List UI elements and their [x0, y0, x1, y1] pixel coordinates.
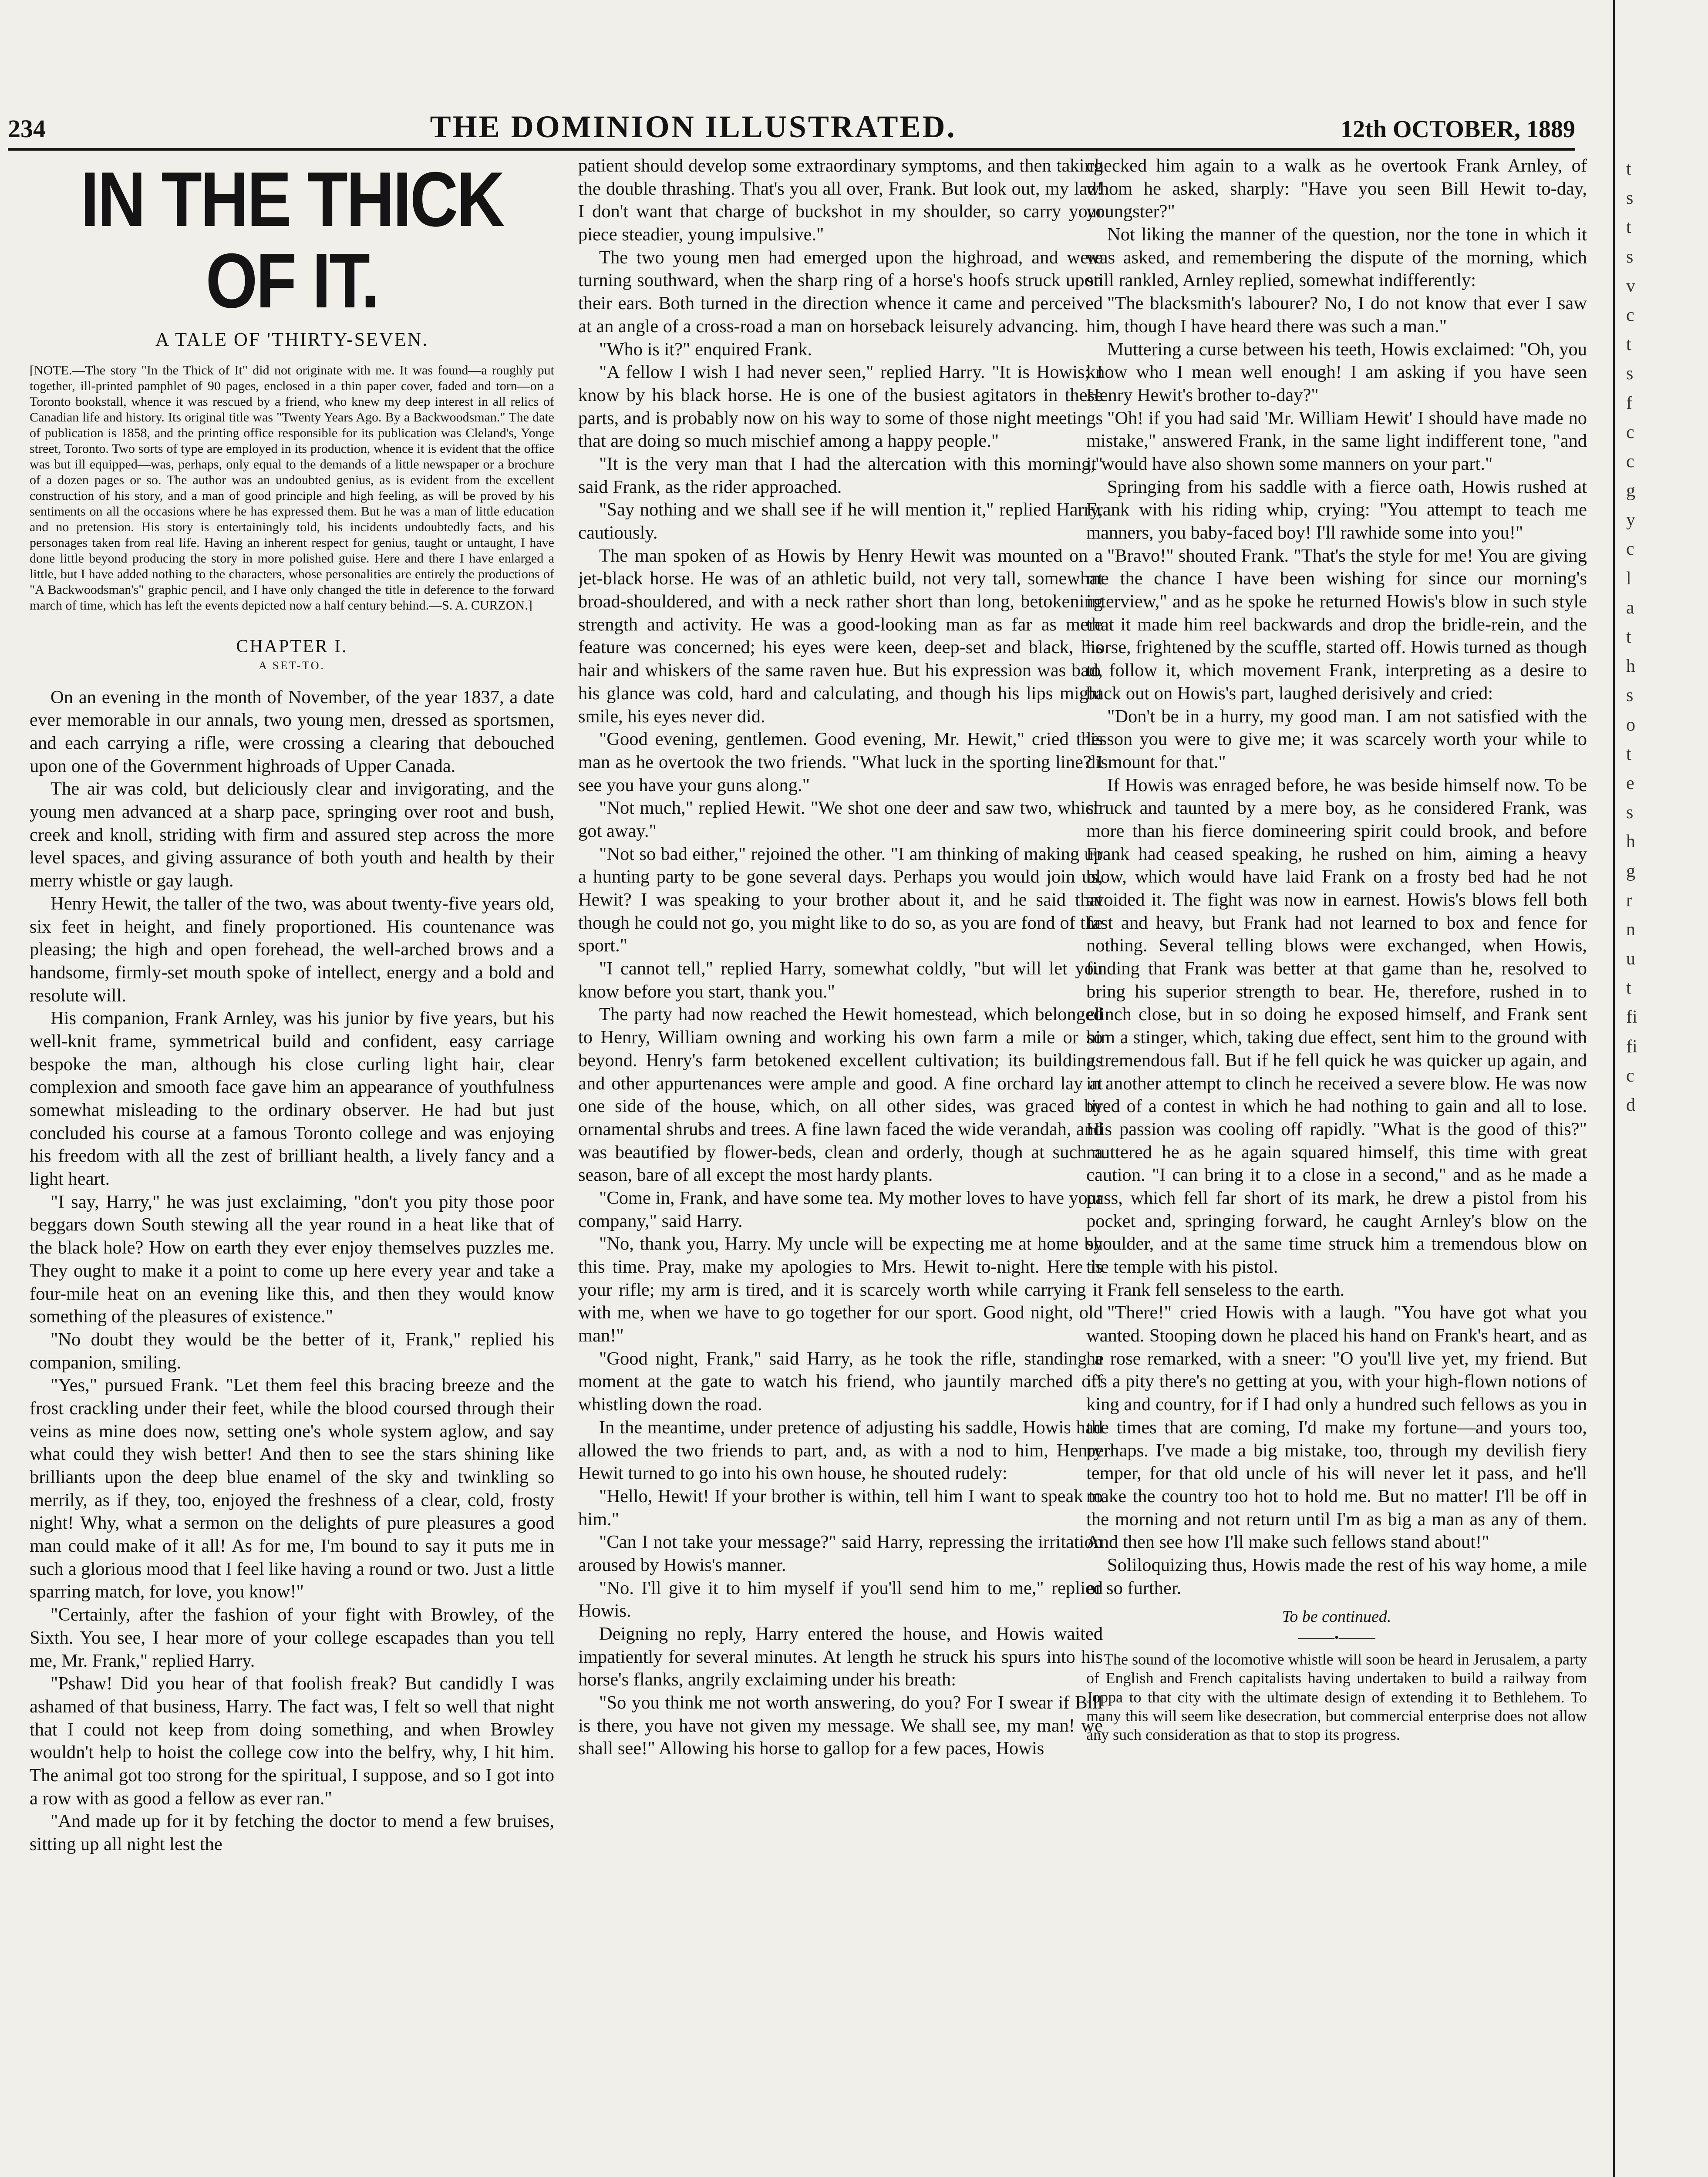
paragraph: "The blacksmith's labourer? No, I do not know that ever I saw him, though I have heard there was such a man."	[1086, 293, 1587, 337]
paragraph: "There!" cried Howis with a laugh. "You have got what you wanted. Stooping down he placed his hand on Frank's heart, and as he rose remarked, with a sneer: "O you'll live yet, my friend. But it's a pity there's no getting at you, with your high-flown notions of king and country, for if I had only a hundred such fellows as you in the times that are coming, I'd make my fortune—and yours too, perhaps. I've made a big mistake, too, through my devilish fiery temper, for that old uncle of his will never let it pass, and he'll make the country too hot to hold me. But no matter! I'll be off in the morning and not return until I'm as big a man as any of them. And then see how I'll make such fellows stand about!"	[1086, 1302, 1587, 1553]
edge-fragment: f	[1626, 393, 1632, 413]
paragraph: Henry Hewit, the taller of the two, was about twenty-five years old, six feet in height, and finely proportioned. His countenance was pleasing; the high and open forehead, the well-arched brows and a handsome, firmly-set mouth spoke of intellect, energy and a bold and resolute will.	[30, 893, 554, 1006]
paragraph: "It is the very man that I had the altercation with this morning," said Frank, as the rider approached.	[578, 453, 1103, 497]
news-item	[1086, 1650, 1587, 1744]
to-be-continued: To be continued.	[1282, 1607, 1391, 1626]
paragraph: His companion, Frank Arnley, was his junior by five years, but his well-knit frame, symmetrical build and confident, easy carriage bespoke the man, although his close curling light hair, clear complexion and smooth face gave him an appearance of youthfulness somewhat misleading to the ordinary observer. He had but just concluded his course at a famous Toronto college and was enjoying his freedom with all the zest of brilliant health, a lively fancy and a light heart.	[30, 1008, 554, 1190]
edge-fragment: r	[1626, 890, 1632, 910]
edge-fragment: v	[1626, 276, 1635, 296]
paragraph: On an evening in the month of November, of the year 1837, a date ever memorable in our annals, two young men, dressed as sportsmen, and each carrying a rifle, were crossing a clearing that debouched upon one of the Government highroads of Upper Canada.	[30, 687, 554, 776]
edge-fragment: t	[1626, 627, 1631, 647]
paragraph: "So you think me not worth answering, do you? For I swear if Bill is there, you have not given my message. We shall see, my man! we shall see!" Allowing his horse to gallop for a few paces, Howis	[578, 1692, 1103, 1759]
edge-fragment: t	[1626, 159, 1631, 179]
paragraph: Frank fell senseless to the earth.	[1107, 1279, 1345, 1300]
edge-fragment: fi	[1626, 1007, 1637, 1028]
edge-fragment: a	[1626, 597, 1634, 618]
edge-fragment: s	[1626, 246, 1634, 267]
paragraph: Not liking the manner of the question, nor the tone in which it was asked, and remembering the dispute of the morning, which still rankled, Arnley replied, somewhat indifferently:	[1086, 224, 1587, 291]
edge-fragment: c	[1626, 539, 1634, 559]
note-text: [NOTE.—The story "In the Thick of It" did not originate with me. It was found—a roughly put together, ill-printed pamphlet of 90 pages, enclosed in a thin paper cover, faded and torn—on a Toronto bookstall, whence it was rescued by a friend, who knew my deep interest in all relics of Canadian life and history. Its original title was "Twenty Years Ago. By a Backwoodsman." The date of publication is 1858, and the printing office responsible for its publication was Cleland's, Yonge street, Toronto. Two sorts of type are employed in its production, whence it is evident that the office was but ill equipped—was, perhaps, only equal to the demands of a little newspaper or a brochure of a dozen pages or so. The author was an undoubted genius, as is evident from the excellent construction of his story, and a man of good principle and high feeling, as will be proved by his sentiments on all the occasions where he has expressed them. But he was a man of little education and no pretension. His story is entertainingly told, his incidents undoubtedly facts, and his personages taken from real life. Having an inherent respect for genius, taught or untaught, I have done little beyond producing the story in more polished guise. Here and there I have enlarged a little, but I have added nothing to the characters, whose personalities are entirely the productions of "A Backwoodsman's" graphic pencil, and I have only changed the title in deference to the forward march of time, which has left the events depicted now a half century behind.—S. A. CURZON.]	[30, 363, 554, 613]
paragraph: "Pshaw! Did you hear of that foolish freak? But candidly I was ashamed of that business, Harry. The fact was, I felt so well that night that I could not keep from doing something, and when Browley wouldn't help to hoist the college cow into the belfry, why, I hit him. The animal got too strong for the spiritual, I suppose, and so I got into a row with as good a fellow as ever ran."	[30, 1673, 554, 1809]
edge-fragment: t	[1626, 334, 1631, 355]
paragraph: "Not so bad either," rejoined the other. "I am thinking of making up a hunting party to be gone several days. Perhaps you would join us, Hewit? I was speaking to your brother about it, and he said that though he could not go, you might like to do so, as you are fond of the sport."	[578, 843, 1103, 956]
issue-date: 12th OCTOBER, 1889	[1341, 116, 1575, 143]
paragraph: "And made up for it by fetching the doctor to mend a few bruises, sitting up all night lest the	[30, 1811, 554, 1855]
edge-fragment: fi	[1626, 1036, 1637, 1057]
paragraph: "Oh! if you had said 'Mr. William Hewit' I should have made no mistake," answered Frank, in the same light indifferent tone, "and it would have also shown some manners on your part."	[1086, 408, 1587, 474]
edge-fragment: s	[1626, 364, 1634, 384]
paragraph: "Good night, Frank," said Harry, as he took the rifle, standing a moment at the gate to watch his friend, who jauntily marched off whistling down the road.	[578, 1348, 1103, 1415]
paragraph: Muttering a curse between his teeth, Howis exclaimed: "Oh, you know who I mean well enough! I am asking if you have seen Henry Hewit's brother to-day?"	[1086, 339, 1587, 405]
separator-ornament: ———•———	[1298, 1631, 1375, 1645]
edge-fragment: n	[1626, 919, 1635, 940]
paragraph: "Who is it?" enquired Frank.	[599, 339, 812, 360]
edge-fragment: c	[1626, 1065, 1634, 1086]
paragraph: "A fellow I wish I had never seen," replied Harry. "It is Howis; I know by his black horse. He is one of the busiest agitators in these parts, and is probably now on his way to some of those night meetings that are doing so much mischief among a happy people."	[578, 362, 1103, 452]
paragraph: "Don't be in a hurry, my good man. I am not satisfied with the lesson you were to give me; it was scarcely worth your while to dismount for that."	[1086, 706, 1587, 772]
page-margin-rule	[1613, 0, 1615, 2177]
edge-fragment: t	[1626, 217, 1631, 238]
editor-note	[30, 363, 554, 613]
paragraph: "Say nothing and we shall see if he will mention it," replied Harry, cautiously.	[578, 499, 1103, 543]
edge-fragment: t	[1626, 978, 1631, 998]
paragraph: "Certainly, after the fashion of your fight with Browley, of the Sixth. You see, I hear more of your college escapades than you tell me, Mr. Frank," replied Harry.	[30, 1604, 554, 1671]
paragraph: Deigning no reply, Harry entered the house, and Howis waited impatiently for several minutes. At length he struck his spurs into his horse's flanks, angrily exclaiming under his breath:	[578, 1624, 1103, 1690]
header-rule	[8, 148, 1575, 151]
edge-fragment: c	[1626, 451, 1634, 472]
edge-fragment: c	[1626, 422, 1634, 442]
paragraph: "Bravo!" shouted Frank. "That's the style for me! You are giving me the chance I have been wishing for since our morning's interview," and as he spoke he returned Howis's blow in such style that it made him reel backwards and drop the bridle-rein, and the horse, frightened by the scuffle, started off. Howis turned as though to follow it, which movement Frank, interpreting as a desire to back out on Howis's part, laughed derisively and cried:	[1086, 545, 1587, 704]
column-1	[30, 155, 554, 2177]
edge-fragment: s	[1626, 802, 1634, 823]
paragraph: "Good evening, gentlemen. Good evening, Mr. Hewit," cried this man as he overtook the two friends. "What luck in the sporting line? I see you have your guns along."	[578, 729, 1103, 795]
paragraph: "No. I'll give it to him myself if you'll send him to me," replied Howis.	[578, 1577, 1103, 1621]
paragraph: Springing from his saddle with a fierce oath, Howis rushed at Frank with his riding whip, crying: "You attempt to teach me manners, you baby-faced boy! I'll rawhide some into you!"	[1086, 476, 1587, 543]
edge-fragment: g	[1626, 861, 1635, 881]
edge-fragment: l	[1626, 568, 1631, 589]
edge-fragment: y	[1626, 510, 1635, 530]
column-3	[1086, 155, 1587, 2177]
paragraph: "I say, Harry," he was just exclaiming, "don't you pity those poor beggars down South stewing all the year round in a heat like that of the black hole? How on earth they ever enjoy themselves puzzles me. They ought to make it a point to come up here every year and take a four-mile heat on an evening like this, and then they would know something of the pleasures of existence."	[30, 1191, 554, 1327]
edge-fragment: g	[1626, 481, 1635, 501]
paragraph: If Howis was enraged before, he was beside himself now. To be struck and taunted by a mere boy, as he considered Frank, was more than his fierce domineering spirit could brook, and before Frank had ceased speaking, he rushed on him, aiming a heavy blow, which would have laid Frank on a frosty bed had he not avoided it. The fight was now in earnest. Howis's blows fell both fast and heavy, but Frank had not learned to box and fence for nothing. Several telling blows were exchanged, when Howis, finding that Frank was better at that game than he, resolved to bring his superior strength to bear. He, therefore, rushed in to clinch close, but in so doing he exposed himself, and Frank sent him a stinger, which, taking due effect, sent him to the ground with a tremendous fall. But if he fell quick he was quicker up again, and in another attempt to clinch he received a severe blow. He was now tired of a contest in which he had nothing to gain and all to lose. His passion was cooling off rapidly. "What is the good of this?" muttered he as he again squared himself, this time with great caution. "I can bring it to a close in a second," and as he made a pass, which fell far short of its mark, he drew a pistol from his pocket and, springing forward, he caught Arnley's blow on the shoulder, and at the same time struck him a tremendous blow on the temple with his pistol.	[1086, 775, 1587, 1277]
edge-fragment: h	[1626, 832, 1635, 852]
paragraph: "Hello, Hewit! If your brother is within, tell him I want to speak to him."	[578, 1486, 1103, 1530]
edge-fragment: u	[1626, 949, 1635, 969]
paragraph: "Can I not take your message?" said Harry, repressing the irritation aroused by Howis's manner.	[578, 1532, 1103, 1575]
story-title: IN THE THICK OF IT.	[81, 156, 503, 324]
paragraph: In the meantime, under pretence of adjusting his saddle, Howis had allowed the two friends to part, and, as with a nod to him, Henry Hewit turned to go into his own house, he shouted rudely:	[578, 1417, 1103, 1484]
edge-fragment: c	[1626, 305, 1634, 325]
edge-fragment: e	[1626, 773, 1634, 793]
page-header	[8, 109, 1575, 152]
news-item-text: The sound of the locomotive whistle will soon be heard in Jerusalem, a party of English and French capitalists having undertaken to build a railway from Joppa to that city with the ultimate design of extending it to Bethlehem. To many this will seem like desecration, but commercial enterprise does not allow any such consideration as that to stop its progress.	[1086, 1651, 1587, 1743]
paragraph: The air was cold, but deliciously clear and invigorating, and the young men advanced at a sharp pace, springing over root and bush, creek and knoll, striding with firm and assured step across the more level spaces, and giving assurance of both youth and health by their merry whistle or gay laugh.	[30, 778, 554, 891]
paragraph: patient should develop some extraordinary symptoms, and then taking the double thrashing. That's you all over, Frank. But look out, my lad! I don't want that charge of buckshot in my shoulder, so carry your piece steadier, young impulsive."	[578, 155, 1103, 245]
publication-title: THE DOMINION ILLUSTRATED.	[430, 109, 957, 144]
edge-fragment: h	[1626, 656, 1635, 677]
edge-fragment: o	[1626, 714, 1635, 735]
edge-fragment: s	[1626, 685, 1634, 706]
column-2	[578, 155, 1103, 2177]
paragraph: "Yes," pursued Frank. "Let them feel this bracing breeze and the frost crackling under their feet, while the blood coursed through their veins as mine does now, setting one's whole system aglow, and say what could they wish better! And then to see the stars shining like brilliants upon the deep blue enamel of the sky and twinkling so merrily, as if they, too, enjoyed the freshness of a clear, cold, frosty night! Why, what a sermon on the delights of pure pleasures a good man could make of it all! As for me, I'm bound to say it puts me in such a glorious mood that I feel like having a round or two. Just a little sparring match, for love, you know!"	[30, 1375, 554, 1602]
paragraph: "No doubt they would be the better of it, Frank," replied his companion, smiling.	[30, 1329, 554, 1373]
paragraph: "I cannot tell," replied Harry, somewhat coldly, "but will let you know before you start, thank you."	[578, 958, 1103, 1002]
paragraph: The party had now reached the Hewit homestead, which belonged to Henry, William owning and working his own farm a mile or so beyond. Henry's farm betokened excellent cultivation; its buildings and other appurtenances were ample and good. A fine orchard lay at one side of the house, which, on all other sides, was graced by ornamental shrubs and trees. A fine lawn faced the wide verandah, and was beautified by flower-beds, clean and orderly, though at such a season, bare of all except the most hardy plants.	[578, 1004, 1103, 1186]
paragraph: The man spoken of as Howis by Henry Hewit was mounted on a jet-black horse. He was of an athletic build, not very tall, somewhat broad-shouldered, and with a neck rather short than long, betokening strength and activity. He was a good-looking man as far as mere feature was concerned; his eyes were keen, deep-set and black, his hair and whiskers of the same raven hue. But his expression was bad, his glance was cold, hard and calculating, and though his lips might smile, his eyes never did.	[578, 545, 1103, 727]
chapter-heading: CHAPTER I.	[236, 637, 348, 657]
paragraph: "Not much," replied Hewit. "We shot one deer and saw two, which got away."	[578, 798, 1103, 841]
paragraph: checked him again to a walk as he overtook Frank Arnley, of whom he asked, sharply: "Have you seen Bill Hewit to-day, youngster?"	[1086, 155, 1587, 222]
adjacent-page-fragment	[1626, 155, 1696, 2177]
paragraph: "No, thank you, Harry. My uncle will be expecting me at home by this time. Pray, make my apologies to Mrs. Hewit to-night. Here is your rifle; my arm is tired, and it is scarcely worth while carrying it with me, when we have to go together for our sport. Good night, old man!"	[578, 1233, 1103, 1346]
page-number: 234	[8, 115, 46, 143]
edge-fragment: d	[1626, 1095, 1635, 1115]
paragraph: The two young men had emerged upon the highroad, and were turning southward, when the sharp ring of a horse's hoofs struck upon their ears. Both turned in the direction whence it came and perceived at an angle of a cross-road a man on horseback leisurely advancing.	[578, 247, 1103, 337]
chapter-subtitle: A SET-TO.	[258, 659, 326, 672]
paragraph: Soliloquizing thus, Howis made the rest of his way home, a mile or so further.	[1086, 1554, 1587, 1598]
story-subtitle: A TALE OF 'THIRTY-SEVEN.	[155, 328, 429, 350]
paragraph: "Come in, Frank, and have some tea. My mother loves to have your company," said Harry.	[578, 1187, 1103, 1231]
edge-fragment: t	[1626, 744, 1631, 764]
edge-fragment: s	[1626, 188, 1634, 209]
